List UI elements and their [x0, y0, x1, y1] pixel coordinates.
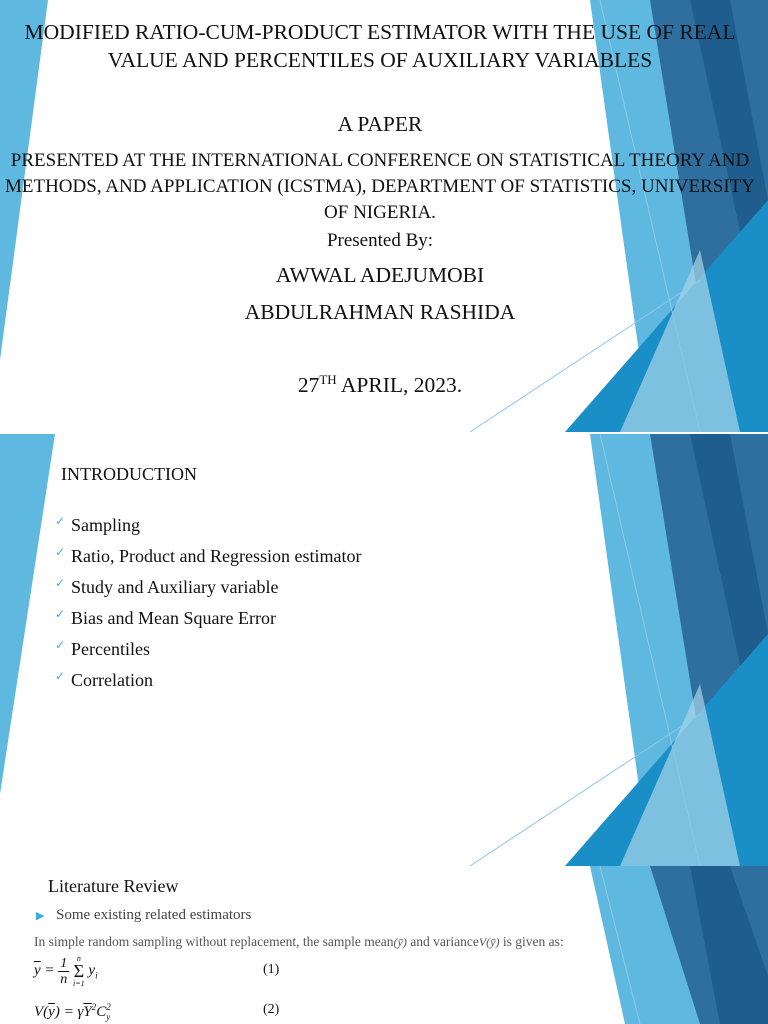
equation-variance: $V(\overline{y}) = \gamma\overline{Y}^2C_y^2$: [34, 1002, 111, 1022]
section-heading: INTRODUCTION: [61, 464, 197, 484]
sub-bullet: [36, 907, 251, 925]
list-item: [55, 605, 361, 636]
presentation-title: MODIFIED RATIO-CUM-PRODUCT ESTIMATOR WITH THE USE OF REAL VALUE AND PERCENTILES OF AUXILIARY VARIABLES: [24, 20, 736, 72]
equation-number: (1): [263, 962, 280, 977]
check-icon: ✓: [55, 514, 66, 528]
list-item-label: Bias and Mean Square Error: [71, 608, 276, 628]
presented-by-label: Presented By:: [326, 230, 434, 251]
literature-review-slide: [0, 866, 768, 1024]
paragraph-text: and variance: [406, 934, 479, 949]
list-item-label: Sampling: [71, 515, 141, 535]
list-item-label: Correlation: [71, 670, 153, 690]
presentation-date: [0, 372, 760, 398]
equation-number: (2): [263, 1002, 280, 1017]
bullet-list: [55, 512, 361, 698]
equation-sample-mean: $\overline{y}$ = $\frac{1}{n}$ n Σ i=1 $y_i$: [34, 954, 98, 988]
triangle-bullet-icon: ▶: [36, 909, 45, 922]
fraction: $\frac{1}{n}$: [60, 955, 68, 987]
list-item-label: Ratio, Product and Regression estimator: [71, 546, 362, 566]
check-icon: ✓: [55, 669, 66, 683]
check-icon: ✓: [55, 638, 66, 652]
list-item-label: Study and Auxiliary variable: [71, 577, 279, 597]
paper-label: A PAPER: [337, 112, 423, 136]
symbol-mean: (ȳ): [393, 935, 407, 949]
check-icon: ✓: [55, 545, 66, 559]
list-item: [55, 512, 361, 543]
check-icon: ✓: [55, 607, 66, 621]
paragraph-text: In simple random sampling without replacement, the sample mean: [34, 934, 394, 949]
left-accent-triangle: [0, 434, 55, 794]
introduction-slide: [0, 434, 768, 866]
paragraph: [34, 934, 564, 950]
date-day: 27: [297, 373, 320, 398]
sub-bullet-label: Some existing related estimators: [56, 907, 252, 923]
author-name: AWWAL ADEJUMOBI: [275, 263, 485, 287]
list-item: [55, 667, 361, 698]
summation-symbol: n Σ i=1: [73, 954, 85, 988]
author-name: ABDULRAHMAN RASHIDA: [244, 300, 516, 324]
symbol-variance: V(ȳ): [478, 935, 500, 949]
date-rest: APRIL, 2023.: [336, 373, 463, 398]
title-slide: [0, 0, 768, 432]
list-item: [55, 636, 361, 667]
list-item: [55, 543, 361, 574]
list-item: [55, 574, 361, 605]
list-item-label: Percentiles: [71, 639, 150, 659]
paragraph-text: is given as:: [499, 934, 564, 949]
date-suffix: TH: [319, 372, 337, 387]
conference-info: PRESENTED AT THE INTERNATIONAL CONFERENCE ON STATISTICAL THEORY AND METHODS, AND APPLICATION (ICSTMA), DEPARTMENT OF STATISTICS, UNIVERSITY OF NIGERIA.: [4, 150, 755, 223]
section-heading: Literature Review: [48, 876, 179, 896]
check-icon: ✓: [55, 576, 66, 590]
